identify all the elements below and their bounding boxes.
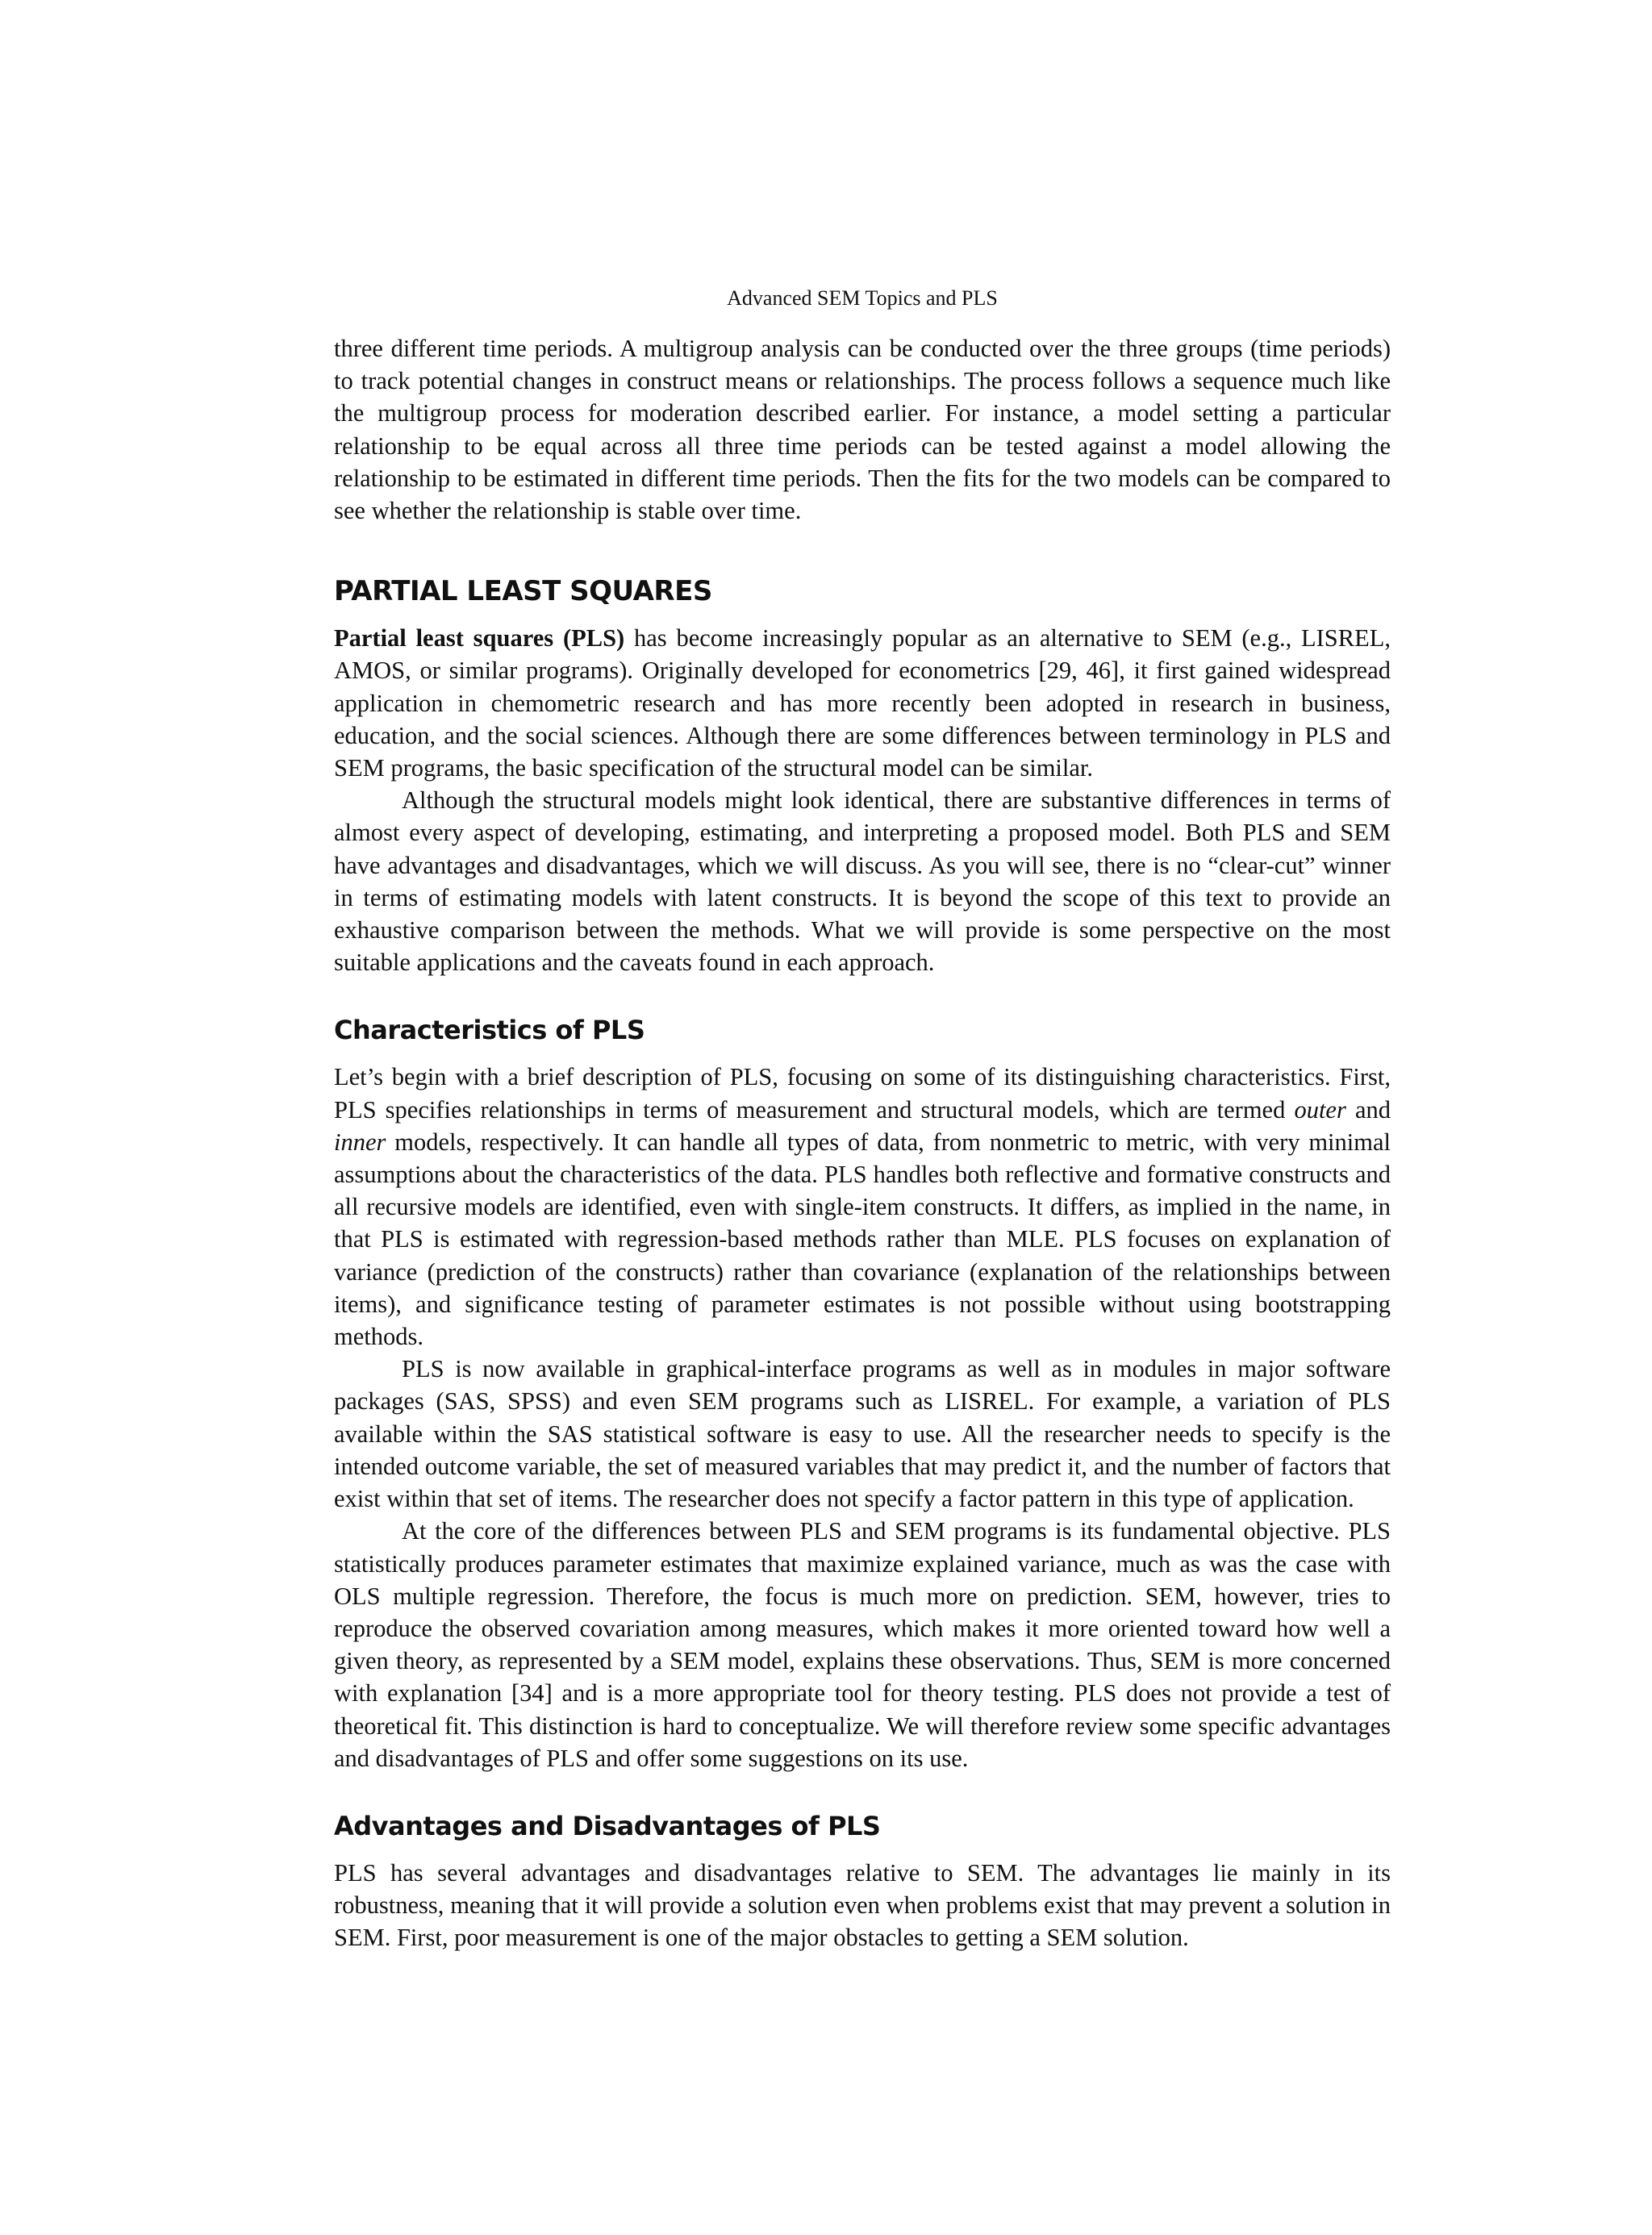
subsection-heading-characteristics: Characteristics of PLS: [334, 1015, 645, 1046]
paragraph-pls-intro: [334, 622, 1391, 784]
paragraph-characteristics-text-b: models, respectively. It can handle all types of data, from nonmetric to metric, with very minimal assumptions about the characteristics of the data. PLS handles both reflective and formative constructs and all recursive models are identified, even with single-item constructs. It differs, as implied in the name, in that PLS is estimated with regression-based methods rather than MLE. PLS focuses on explanation of variance (prediction of the constructs) rather than covariance (explanation of the relationships between items), and significance testing of parameter estimates is not possible without using bootstrapping methods.: [334, 1128, 1391, 1351]
paragraph-time-periods: three different time periods. A multigroup analysis can be conducted over the three groups (time periods) to track potential changes in construct means or relationships. The process follows a sequence much like the multigroup process for moderation described earlier. For instance, a model setting a particular relationship to be equal across all three time periods can be tested against a model allowing the relationship to be estimated in different time periods. Then the fits for the two models can be compared to see whether the relationship is stable over time.: [334, 335, 1391, 525]
running-head: Advanced SEM Topics and PLS: [727, 286, 998, 310]
paragraph-software-availability: PLS is now available in graphical-interface programs as well as in modules in major software packages (SAS, SPSS) and even SEM programs such as LISREL. For example, a variation of PLS available within the SAS statistical software is easy to use. All the researcher needs to specify is the intended outcome variable, the set of measured variables that may predict it, and the number of factors that exist within that set of items. The researcher does not specify a factor pattern in this type of application.: [334, 1355, 1391, 1513]
term-inner: inner: [334, 1128, 386, 1156]
page-body: [334, 332, 1391, 1954]
subsection-heading-advantages: Advantages and Disadvantages of PLS: [334, 1810, 881, 1841]
paragraph-pls-intro-text: has become increasingly popular as an alternative to SEM (e.g., LISREL, AMOS, or similar programs). Originally developed for econometrics [29, 46], it first gained widespread application in chemometric research and has more recently been adopted in research in business, education, and the social sciences. Although there are some differences between terminology in PLS and SEM programs, the basic specification of the structural model can be similar.: [334, 624, 1391, 782]
paragraph-characteristics-and: and: [1345, 1095, 1391, 1124]
key-term-pls: Partial least squares (PLS): [334, 624, 625, 653]
paragraph-structural-models: Although the structural models might look identical, there are substantive differences in terms of almost every aspect of developing, estimating, and interpreting a proposed model. Both PLS and SEM have advantages and disadvantages, which we will discuss. As you will see, there is no “clear-cut” winner in terms of estimating models with latent constructs. It is beyond the scope of this text to provide an exhaustive comparison between the methods. What we will provide is some perspective on the most suitable applications and the caveats found in each approach.: [334, 786, 1391, 977]
term-outer: outer: [1294, 1095, 1346, 1124]
paragraph-core-differences: At the core of the differences between PLS and SEM programs is its fundamental objective. PLS statistically produces parameter estimates that maximize explained variance, much as was the case with OLS multiple regression. Therefore, the focus is much more on prediction. SEM, however, tries to reproduce the observed covariation among measures, which makes it more oriented toward how well a given theory, as represented by a SEM model, explains these observations. Thus, SEM is more concerned with explanation [34] and is a more appropriate tool for theory testing. PLS does not provide a test of theoretical fit. This distinction is hard to conceptualize. We will therefore review some specific advantages and disadvantages of PLS and offer some suggestions on its use.: [334, 1517, 1391, 1772]
section-heading-partial-least-squares: PARTIAL LEAST SQUARES: [334, 575, 712, 608]
paragraph-characteristics-text-a: Let’s begin with a brief description of PLS, focusing on some of its distinguishing characteristics. First, PLS specifies relationships in terms of measurement and structural models, which are termed: [334, 1063, 1391, 1124]
paragraph-advantages: PLS has several advantages and disadvantages relative to SEM. The advantages lie mainly in its robustness, meaning that it will provide a solution even when problems exist that may prevent a solution in SEM. First, poor measurement is one of the major obstacles to getting a SEM solution.: [334, 1858, 1391, 1952]
paragraph-characteristics: [334, 1061, 1391, 1353]
